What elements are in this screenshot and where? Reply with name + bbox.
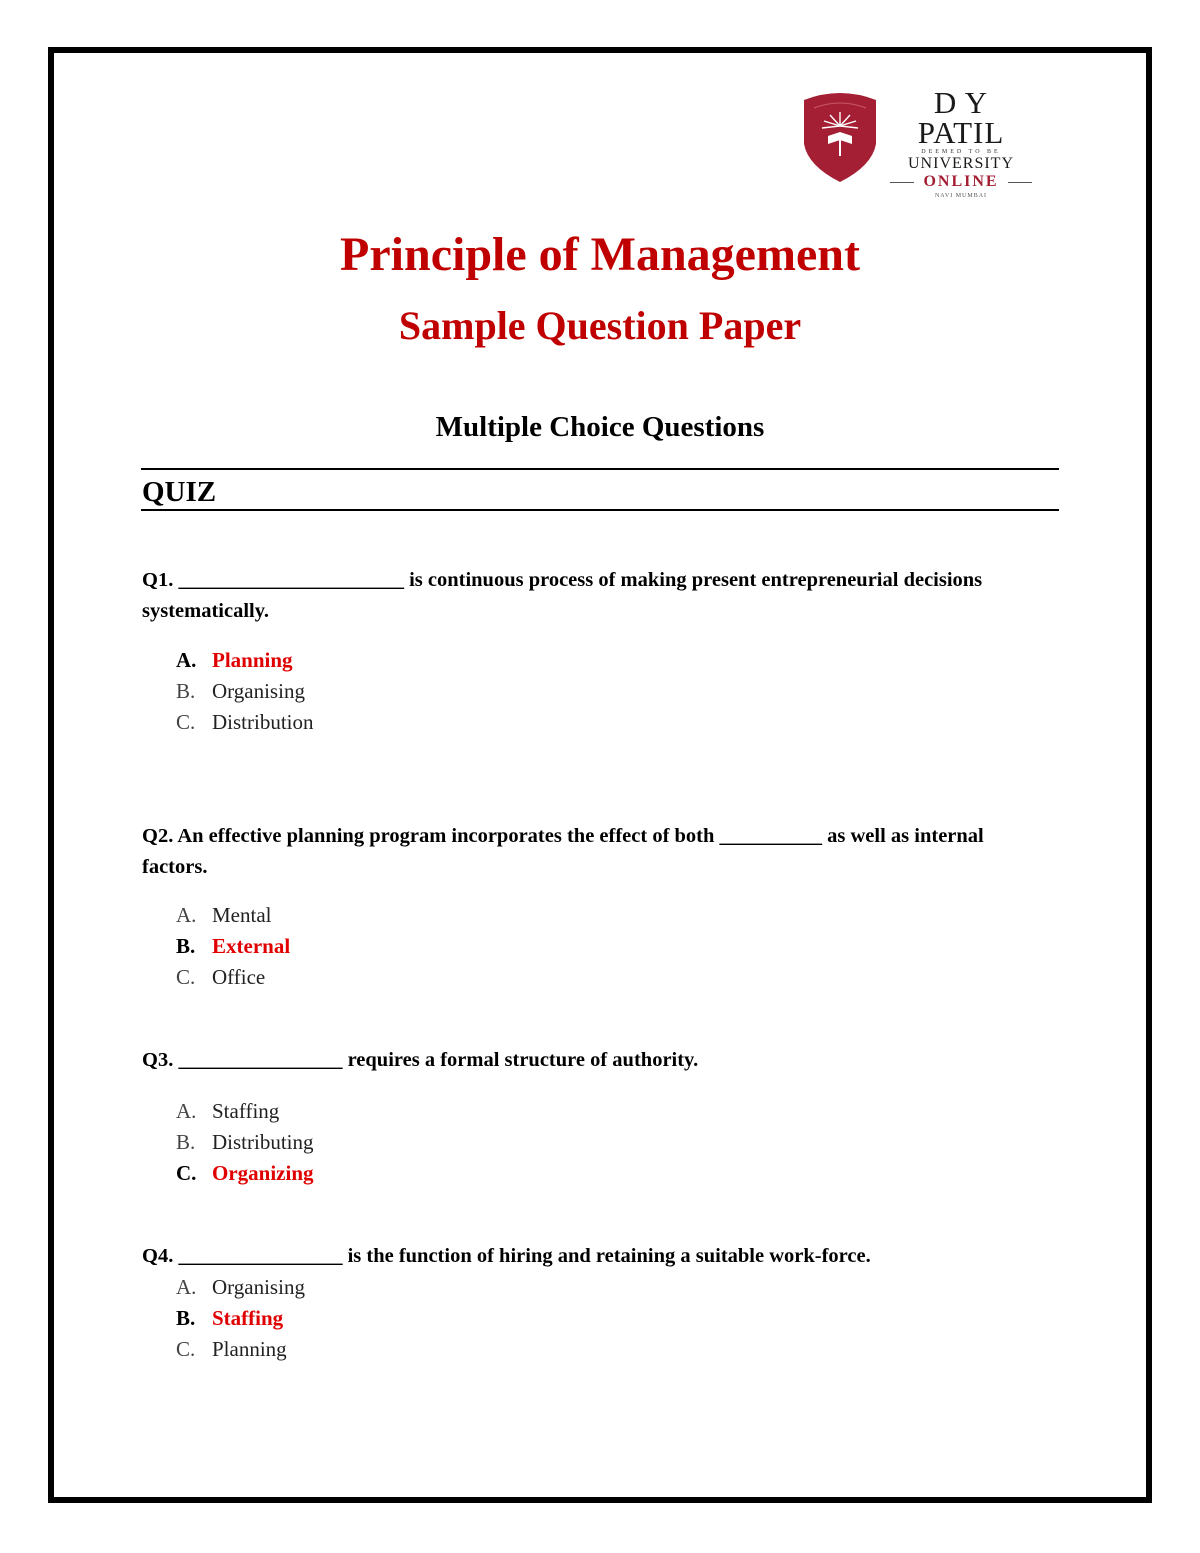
option-text: Staffing	[212, 1099, 280, 1123]
option-q4-c	[176, 1334, 305, 1365]
option-text: Mental	[212, 903, 272, 927]
option-q2-a	[176, 900, 290, 931]
university-logo	[800, 85, 1035, 199]
options-q2	[176, 900, 290, 993]
question-3: Q3. ________________ requires a formal structure of authority.	[142, 1049, 699, 1071]
option-text: Planning	[212, 648, 293, 672]
document-subtitle: Sample Question Paper	[398, 303, 802, 348]
section-heading: Multiple Choice Questions	[435, 411, 765, 443]
options-q3	[176, 1096, 314, 1189]
logo-name: D Y PATIL	[917, 85, 1005, 150]
bottom-rule	[141, 509, 1059, 511]
option-q4-a	[176, 1272, 305, 1303]
question-1: Q1. ______________________ is continuous process of making present entrepreneurial decisions systematically.	[142, 569, 983, 622]
option-text: External	[212, 934, 291, 958]
quiz-label: QUIZ	[142, 476, 217, 508]
document-title: Principle of Management	[340, 228, 860, 281]
option-letter: A.	[176, 903, 197, 927]
option-letter: B.	[176, 934, 196, 958]
option-q4-b	[176, 1303, 305, 1334]
option-text: Distribution	[212, 710, 314, 734]
option-text: Planning	[212, 1337, 287, 1361]
option-q3-b	[176, 1127, 314, 1158]
option-text: Distributing	[212, 1130, 314, 1154]
option-letter: B.	[176, 1130, 196, 1154]
option-q1-c	[176, 707, 314, 738]
option-text: Office	[212, 965, 266, 989]
option-letter: C.	[176, 1337, 196, 1361]
option-letter: C.	[176, 710, 196, 734]
option-letter: B.	[176, 1306, 196, 1330]
shield-icon	[800, 86, 880, 186]
option-q1-b	[176, 676, 314, 707]
option-letter: C.	[176, 1161, 197, 1185]
option-letter: A.	[176, 648, 197, 672]
question-4: Q4. ________________ is the function of hiring and retaining a suitable work-force.	[142, 1245, 871, 1267]
option-q2-b	[176, 931, 290, 962]
option-letter: A.	[176, 1275, 197, 1299]
logo-online: ONLINE	[888, 172, 1034, 192]
logo-text	[888, 85, 1034, 200]
option-text: Organizing	[212, 1161, 314, 1185]
option-q2-c	[176, 962, 290, 993]
option-text: Organising	[212, 1275, 305, 1299]
logo-city: NAVI MUMBAI	[934, 193, 988, 199]
logo-university: UNIVERSITY	[908, 155, 1014, 172]
option-letter: B.	[176, 679, 196, 703]
option-letter: A.	[176, 1099, 197, 1123]
top-rule	[141, 468, 1059, 470]
option-text: Organising	[212, 679, 305, 703]
option-q3-a	[176, 1096, 314, 1127]
logo-subtitle: DEEMED TO BE	[921, 149, 1001, 155]
option-text: Staffing	[212, 1306, 284, 1330]
option-q1-a	[176, 645, 314, 676]
question-2: Q2. An effective planning program incorporates the effect of both __________ as well as internal factors.	[142, 825, 984, 878]
options-q1	[176, 645, 314, 738]
option-letter: C.	[176, 965, 196, 989]
options-q4	[176, 1272, 305, 1365]
option-q3-c	[176, 1158, 314, 1189]
